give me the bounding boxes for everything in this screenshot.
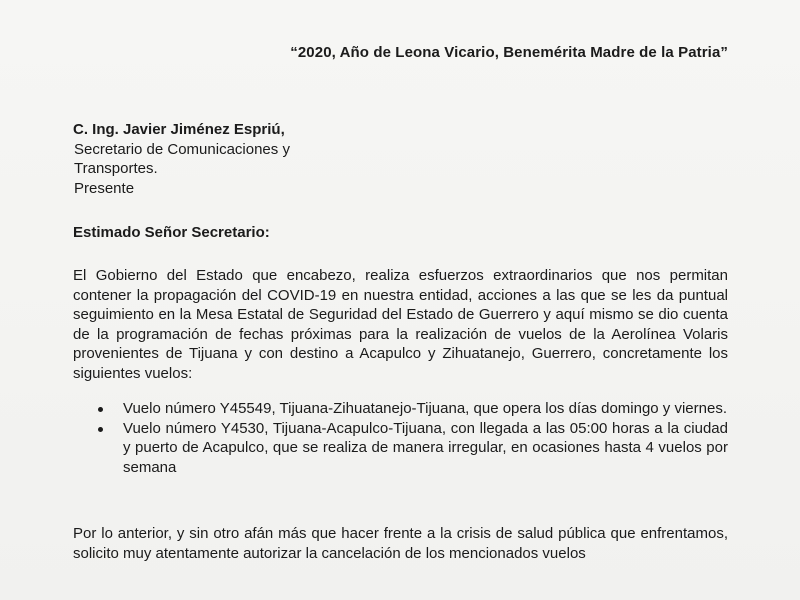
addressee-presente: Presente: [74, 179, 135, 197]
list-item-flight-1: [73, 399, 728, 419]
addressee-title-line2: Transportes.: [74, 160, 158, 177]
salutation: Estimado Señor Secretario:: [73, 224, 270, 241]
body-paragraph-2: Por lo anterior, y sin otro afán más que hacer frente a la crisis de salud pública que enfrentamos, solicito muy atentamente autorizar la cancelación de los mencionados vuelos: [73, 525, 728, 562]
bullet-icon: [98, 427, 103, 432]
flight-list: [73, 399, 728, 477]
addressee-block: [73, 120, 290, 198]
letter-motto: “2020, Año de Leona Vicario, Benemérita Madre de la Patria”: [290, 44, 728, 61]
cutoff-text-line: [73, 592, 728, 600]
addressee-name: C. Ing. Javier Jiménez Espriú,: [73, 121, 285, 138]
bullet-icon: [98, 407, 103, 412]
list-item-flight-2: [73, 419, 728, 478]
body-paragraph-1: El Gobierno del Estado que encabezo, realiza esfuerzos extraordinarios que nos permitan contener la propagación del COVID-19 en nuestra entidad, acciones a las que se les da puntual seguimiento en la Mesa Estatal de Seguridad del Estado de Guerrero y aquí mismo se dio cuenta de la programación de fechas próximas para la realización de vuelos de la Aerolínea Volaris provenientes de Tijuana y con destino a Acapulco y Zihuatanejo, Guerrero, concretamente los siguientes vuelos:: [73, 267, 728, 382]
addressee-title-line1: Secretario de Comunicaciones y: [74, 140, 290, 158]
flight-text: Vuelo número Y4530, Tijuana-Acapulco-Tijuana, con llegada a las 05:00 horas a la ciudad y puerto de Acapulco, que se realiza de manera irregular, en ocasiones hasta 4 vuelos por semana: [123, 419, 728, 476]
flight-text: Vuelo número Y45549, Tijuana-Zihuatanejo-Tijuana, que opera los días domingo y viernes.: [123, 400, 727, 417]
